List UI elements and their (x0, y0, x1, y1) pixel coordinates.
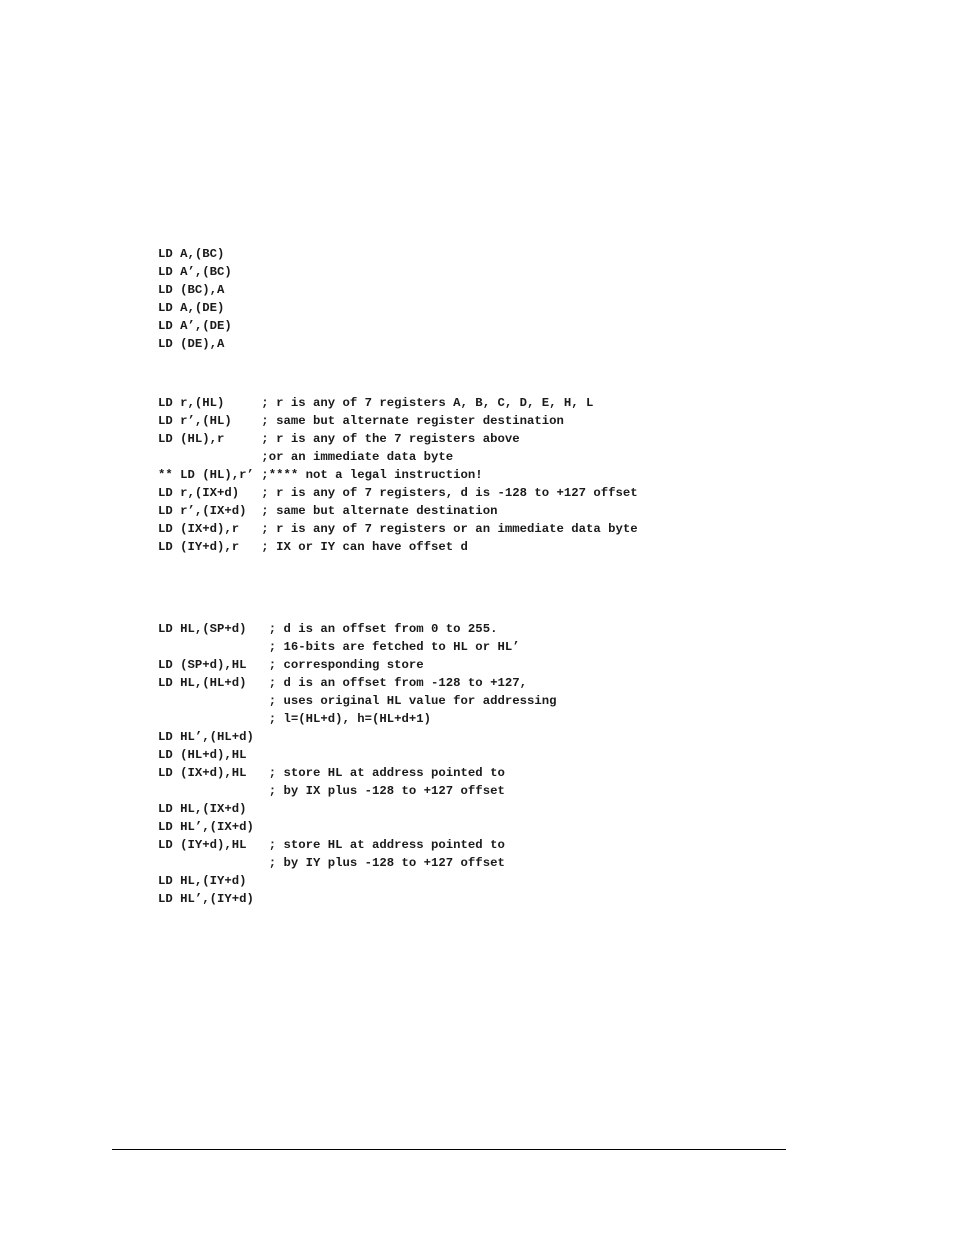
code-line: LD (IY+d),r ; IX or IY can have offset d (158, 540, 468, 554)
code-line: LD r,(HL) ; r is any of 7 registers A, B, C, D, E, H, L (158, 396, 594, 410)
code-line: LD (IX+d),HL ; store HL at address pointed to (158, 766, 505, 780)
code-line: ;or an immediate data byte (158, 450, 454, 464)
code-line: LD (DE),A (158, 337, 225, 351)
code-line: ; 16-bits are fetched to HL or HL’ (158, 640, 520, 654)
code-line: LD (SP+d),HL ; corresponding store (158, 658, 424, 672)
code-line: LD (HL+d),HL (158, 748, 247, 762)
code-line: LD HL’,(IY+d) (158, 892, 254, 906)
code-line: LD r,(IX+d) ; r is any of 7 registers, d is -128 to +127 offset (158, 486, 638, 500)
code-line: ; uses original HL value for addressing (158, 694, 557, 708)
code-line: LD (IY+d),HL ; store HL at address pointed to (158, 838, 505, 852)
code-line: LD (IX+d),r ; r is any of 7 registers or an immediate data byte (158, 522, 638, 536)
code-line: LD A’,(DE) (158, 319, 232, 333)
code-line: LD HL,(SP+d) ; d is an offset from 0 to 255. (158, 622, 498, 636)
code-line: ** LD (HL),r’ ;**** not a legal instruction! (158, 468, 483, 482)
code-line: LD r’,(IX+d) ; same but alternate destination (158, 504, 498, 518)
footer-divider (112, 1149, 786, 1150)
code-block-hl-offset-loads (158, 620, 556, 908)
code-line: ; l=(HL+d), h=(HL+d+1) (158, 712, 432, 726)
code-line: LD HL’,(HL+d) (158, 730, 254, 744)
code-block-register-loads (158, 394, 638, 556)
code-line: LD A,(BC) (158, 247, 225, 261)
code-line: LD HL’,(IX+d) (158, 820, 254, 834)
code-line: LD HL,(IY+d) (158, 874, 247, 888)
code-line: LD (BC),A (158, 283, 225, 297)
code-line: LD A’,(BC) (158, 265, 232, 279)
code-line: LD HL,(HL+d) ; d is an offset from -128 to +127, (158, 676, 527, 690)
code-block-bc-de-loads (158, 245, 232, 353)
code-line: ; by IX plus -128 to +127 offset (158, 784, 505, 798)
code-line: LD (HL),r ; r is any of the 7 registers above (158, 432, 520, 446)
code-line: LD r’,(HL) ; same but alternate register destination (158, 414, 564, 428)
code-line: LD HL,(IX+d) (158, 802, 247, 816)
code-line: ; by IY plus -128 to +127 offset (158, 856, 505, 870)
code-line: LD A,(DE) (158, 301, 225, 315)
